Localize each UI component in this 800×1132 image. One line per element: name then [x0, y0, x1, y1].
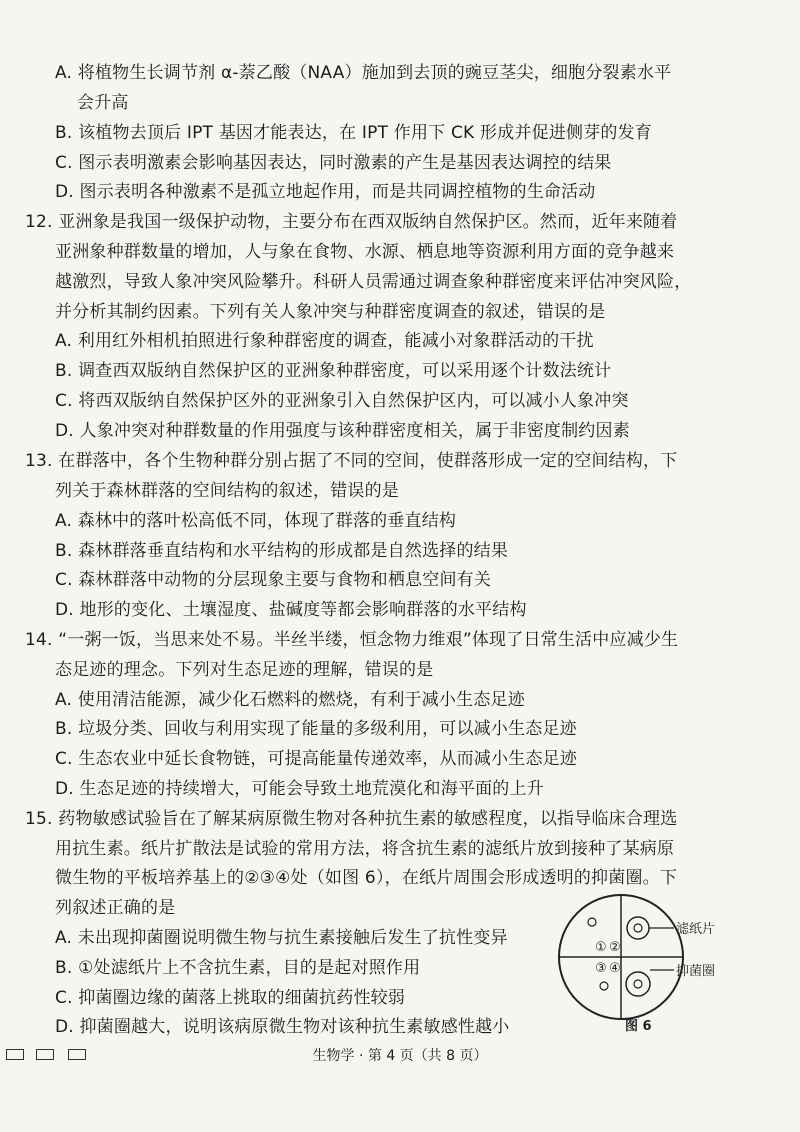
footer-box-icon: [6, 1049, 24, 1060]
text-line: C. 将西双版纳自然保护区外的亚洲象引入自然保护区内，可以减小人象冲突: [55, 391, 629, 411]
question-15-line: 15. 药物敏感试验旨在了解某病原微生物对各种抗生素的敏感程度，以指导临床合理选: [25, 809, 678, 829]
text-line: 亚洲象种群数量的增加，人与象在食物、水源、栖息地等资源利用方面的竞争越来: [55, 242, 675, 262]
marker-1: ①: [595, 940, 607, 955]
footer-box-icon: [68, 1049, 86, 1060]
text-line: D. 抑菌圈越大，说明该病原微生物对该种抗生素敏感性越小: [55, 1017, 510, 1037]
text-line: 并分析其制约因素。下列有关人象冲突与种群密度调查的叙述，错误的是: [55, 302, 606, 322]
footer-box-icon: [36, 1049, 54, 1060]
text-line: 越激烈，导致人象冲突风险攀升。科研人员需通过调查象种群密度来评估冲突风险，: [55, 272, 692, 292]
question-14-line: 14. “一粥一饭，当思来处不易。半丝半缕，恒念物力维艰”体现了日常生活中应减少生: [25, 630, 679, 650]
text-line: 列叙述正确的是: [55, 898, 176, 918]
text-line: C. 图示表明激素会影响基因表达，同时激素的产生是基因表达调控的结果: [55, 153, 612, 173]
text-line: B. 调查西双版纳自然保护区的亚洲象种群密度，可以采用逐个计数法统计: [55, 361, 612, 381]
text-line: 用抗生素。纸片扩散法是试验的常用方法，将含抗生素的滤纸片放到接种了某病原: [55, 839, 675, 859]
text-line: D. 生态足迹的持续增大，可能会导致土地荒漠化和海平面的上升: [55, 779, 544, 799]
label-inhibition-zone: 抑菌圈: [676, 964, 716, 979]
text-line: 列关于森林群落的空间结构的叙述，错误的是: [55, 481, 399, 501]
question-12-line: 12. 亚洲象是我国一级保护动物，主要分布在西双版纳自然保护区。然而，近年来随着: [25, 212, 678, 232]
text-line: C. 森林群落中动物的分层现象主要与食物和栖息空间有关: [55, 570, 492, 590]
text-line: A. 将植物生长调节剂 α-萘乙酸（NAA）施加到去顶的豌豆茎尖，细胞分裂素水平: [55, 63, 672, 83]
text-line: A. 使用清洁能源，减少化石燃料的燃烧，有利于减小生态足迹: [55, 690, 525, 710]
text-line: D. 图示表明各种激素不是孤立地起作用，而是共同调控植物的生命活动: [55, 182, 596, 202]
text-line: A. 未出现抑菌圈说明微生物与抗生素接触后发生了抗性变异: [55, 928, 508, 948]
inhibition-zone: [626, 972, 650, 996]
text-line: C. 生态农业中延长食物链，可提高能量传递效率，从而减小生态足迹: [55, 749, 578, 769]
page-footer: 生物学 · 第 4 页（共 8 页）: [312, 1048, 488, 1064]
inhibition-zone: [627, 917, 649, 939]
text-line: B. 垃圾分类、回收与利用实现了能量的多级利用，可以减小生态足迹: [55, 719, 577, 739]
text-line: 会升高: [77, 93, 129, 113]
text-line: B. ①处滤纸片上不含抗生素，目的是起对照作用: [55, 958, 421, 978]
figure-caption: 图 6: [625, 1019, 652, 1034]
text-line: A. 利用红外相机拍照进行象种群密度的调查，能减小对象群活动的干扰: [55, 331, 594, 351]
text-line: D. 人象冲突对种群数量的作用强度与该种群密度相关，属于非密度制约因素: [55, 421, 630, 441]
text-line: D. 地形的变化、土壤湿度、盐碱度等都会影响群落的水平结构: [55, 600, 527, 620]
text-line: 态足迹的理念。下列对生态足迹的理解，错误的是: [55, 660, 434, 680]
text-line: C. 抑菌圈边缘的菌落上挑取的细菌抗药性较弱: [55, 988, 406, 1008]
text-line: 微生物的平板培养基上的②③④处（如图 6），在纸片周围会形成透明的抑菌圈。下: [55, 868, 678, 888]
label-filter-paper: 滤纸片: [676, 922, 716, 937]
text-line: A. 森林中的落叶松高低不同，体现了群落的垂直结构: [55, 511, 457, 531]
question-13-line: 13. 在群落中，各个生物种群分别占据了不同的空间，使群落形成一定的空间结构，下: [25, 451, 678, 471]
text-line: B. 该植物去顶后 IPT 基因才能表达，在 IPT 作用下 CK 形成并促进侧芽的发育: [55, 123, 653, 143]
text-line: B. 森林群落垂直结构和水平结构的形成都是自然选择的结果: [55, 541, 509, 561]
marker-3: ③: [595, 961, 607, 976]
marker-2: ②: [609, 940, 621, 955]
marker-4: ④: [609, 961, 621, 976]
